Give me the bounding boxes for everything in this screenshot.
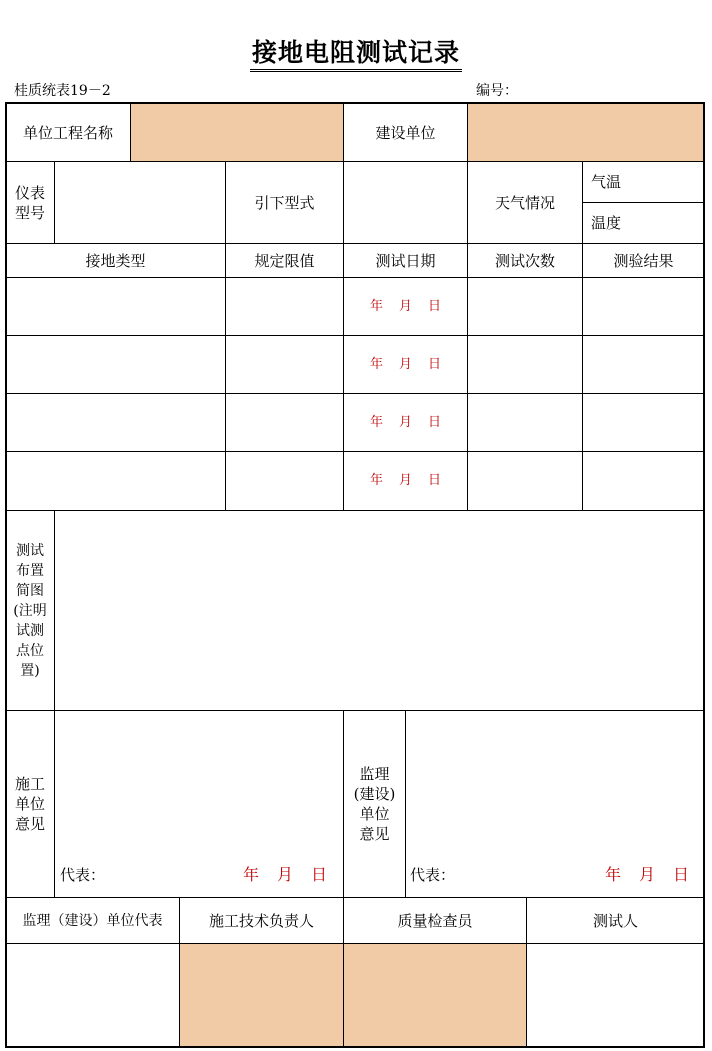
test-date-cell[interactable]: 年 月 日: [369, 298, 442, 314]
test-date-cell[interactable]: 年 月 日: [369, 414, 442, 430]
test-date-cell[interactable]: 年 月 日: [369, 473, 442, 488]
contractor-representative-label: 代表：: [60, 866, 106, 884]
form-title: 接地电阻测试记录: [0, 38, 712, 72]
number-label: 编号：: [476, 83, 518, 99]
quality-inspector-header: 质量检查员: [397, 911, 473, 930]
diagram-label: 测试 布置 简图 (注明 试测 点位 置): [13, 542, 47, 679]
tech-lead-header: 施工技术负责人: [208, 911, 314, 930]
down-lead-type-label: 引下型式: [254, 193, 315, 212]
project-name-label: 单位工程名称: [22, 123, 113, 142]
humidity-label: 温度: [591, 214, 622, 232]
supervisor-representative-label: 代表：: [410, 866, 456, 884]
test-date-cell[interactable]: 年 月 日: [369, 356, 442, 372]
contractor-opinion-label: 施工 单位 意见: [14, 775, 45, 833]
test-date-header: 测试日期: [375, 251, 436, 270]
supervisor-rep-header: 监理（建设）单位代表: [22, 912, 163, 929]
construction-unit-label: 建设单位: [375, 123, 436, 142]
form-code: 桂质统表19－2: [14, 83, 111, 99]
instrument-model-label: 仪表 型号: [14, 183, 45, 222]
table-border: [5, 102, 705, 1048]
tester-header: 测试人: [592, 911, 638, 930]
test-count-header: 测试次数: [494, 251, 555, 270]
limit-value-header: 规定限值: [254, 251, 315, 270]
supervisor-opinion-date[interactable]: 年 月 日: [604, 865, 690, 884]
temperature-label: 气温: [591, 173, 622, 191]
supervisor-opinion-label: 监理 (建设) 单位 意见: [353, 765, 396, 843]
weather-label: 天气情况: [494, 193, 555, 212]
contractor-opinion-date[interactable]: 年 月 日: [242, 865, 328, 884]
grounding-type-header: 接地类型: [85, 251, 146, 270]
test-result-header: 测验结果: [613, 251, 674, 270]
